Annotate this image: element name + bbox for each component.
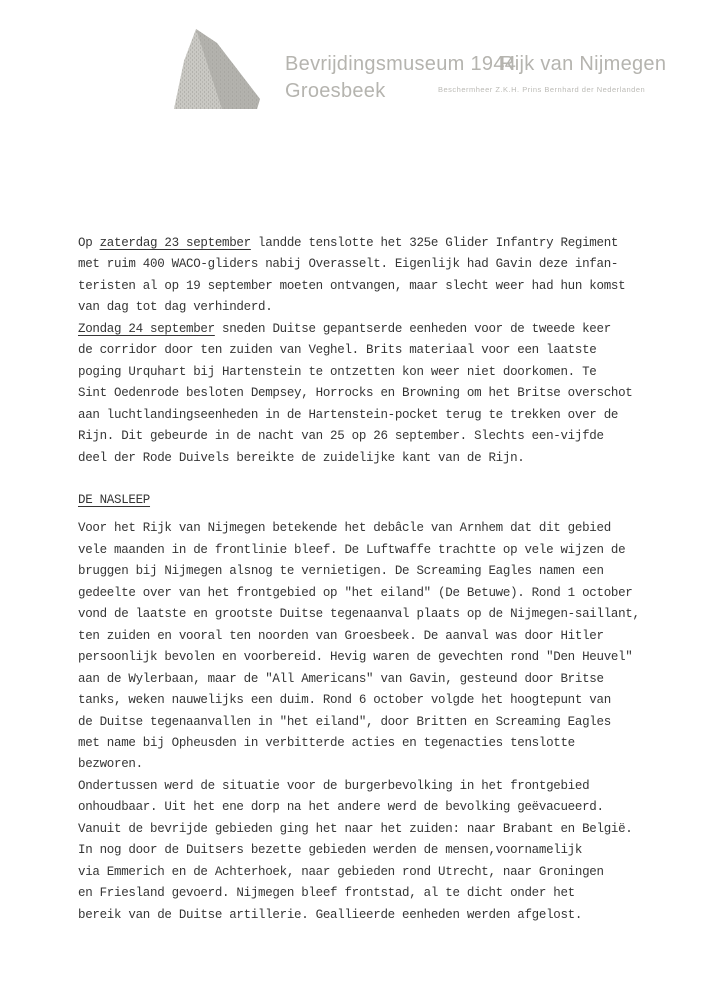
museum-region: Rijk van Nijmegen <box>500 53 667 75</box>
underlined-date: Zondag 24 september <box>78 321 215 336</box>
text-line: tanks, weken nauwelijks een duim. Rond 6 october volgde het hoogtepunt van <box>78 693 611 708</box>
text-segment: landde tenslotte het 325e Glider Infantry Regiment <box>250 236 619 250</box>
section-heading-text: DE NASLEEP <box>78 492 151 507</box>
museum-name: Bevrijdingsmuseum 1944 <box>285 53 517 75</box>
text-line: Voor het Rijk van Nijmegen betekende het debâcle van Arnhem dat dit gebied <box>78 521 611 536</box>
text-segment: Op <box>78 236 100 250</box>
text-line: bezworen. <box>78 757 143 772</box>
text-line: aan de Wylerbaan, maar de "All Americans" van Gavin, gesteund door Britse <box>78 671 604 686</box>
text-line: de Duitse tegenaanvallen in "het eiland", door Britten en Screaming Eagles <box>78 714 611 729</box>
text-line: met name bij Opheusden in verbitterde acties en tegenacties tenslotte <box>78 735 575 750</box>
section-heading <box>78 490 653 511</box>
text-line: aan luchtlandingseenheden in de Hartenstein-pocket terug te trekken over de <box>78 407 619 422</box>
text-line: via Emmerich en de Achterhoek, naar gebieden rond Utrecht, naar Groningen <box>78 864 604 879</box>
text-line: bereik van de Duitse artillerie. Geallieerde eenheden werden afgelost. <box>78 907 583 922</box>
text-line: Rijn. Dit gebeurde in de nacht van 25 op 26 september. Slechts een-vijfde <box>78 429 604 444</box>
text-line: poging Urquhart bij Hartenstein te ontzetten kon weer niet doorkomen. Te <box>78 364 597 379</box>
text-line: persoonlijk bevolen en voorbereid. Hevig waren de gevechten rond "Den Heuvel" <box>78 650 633 665</box>
letterhead <box>0 0 706 140</box>
text-line: ten zuiden en vooral ten noorden van Groesbeek. De aanval was door Hitler <box>78 628 604 643</box>
text-line: Ondertussen werd de situatie voor de burgerbevolking in het frontgebied <box>78 778 590 793</box>
text-line: Vanuit de bevrijde gebieden ging het naar het zuiden: naar Brabant en België. <box>78 821 633 836</box>
text-line: de corridor door ten zuiden van Veghel. Brits materiaal voor een laatste <box>78 343 597 358</box>
museum-town: Groesbeek <box>285 80 386 102</box>
text-line: In nog door de Duitsers bezette gebieden werden de mensen,voornamelijk <box>78 843 583 858</box>
underlined-date: zaterdag 23 september <box>99 236 251 250</box>
museum-logo-stone-icon <box>160 27 262 111</box>
paragraph <box>78 319 653 469</box>
text-segment: sneden Duitse gepantserde eenheden voor de tweede keer <box>214 321 611 336</box>
text-line: onhoudbaar. Uit het ene dorp na het andere werd de bevolking geëvacueerd. <box>78 800 604 815</box>
document-body <box>78 233 653 926</box>
text-line: vond de laatste en grootste Duitse tegenaanval plaats op de Nijmegen-saillant, <box>78 607 640 622</box>
museum-logo <box>160 27 262 111</box>
text-line: met ruim 400 WACO-gliders nabij Overasselt. Eigenlijk had Gavin deze infan- <box>78 257 619 272</box>
paragraph <box>78 233 653 319</box>
text-line: van dag tot dag verhinderd. <box>78 300 273 315</box>
text-line: Sint Oedenrode besloten Dempsey, Horrocks en Browning om het Britse overschot <box>78 386 633 401</box>
patron-line: Beschermheer Z.K.H. Prins Bernhard der Nederlanden <box>438 85 646 94</box>
text-line: vele maanden in de frontlinie bleef. De Luftwaffe trachtte op vele wijzen de <box>78 542 626 557</box>
text-line: en Friesland gevoerd. Nijmegen bleef frontstad, al te dicht onder het <box>78 886 575 901</box>
text-line: deel der Rode Duivels bereikte de zuidelijke kant van de Rijn. <box>78 450 525 465</box>
text-line: bruggen bij Nijmegen alsnog te vernietigen. De Screaming Eagles namen een <box>78 564 604 579</box>
paragraph <box>78 518 653 926</box>
text-line <box>78 233 653 254</box>
text-line: gedeelte over van het frontgebied op "het eiland" (De Betuwe). Rond 1 october <box>78 585 633 600</box>
text-line <box>78 319 653 340</box>
text-line: teristen al op 19 september moeten ontvangen, maar slecht weer had hun komst <box>78 278 626 293</box>
